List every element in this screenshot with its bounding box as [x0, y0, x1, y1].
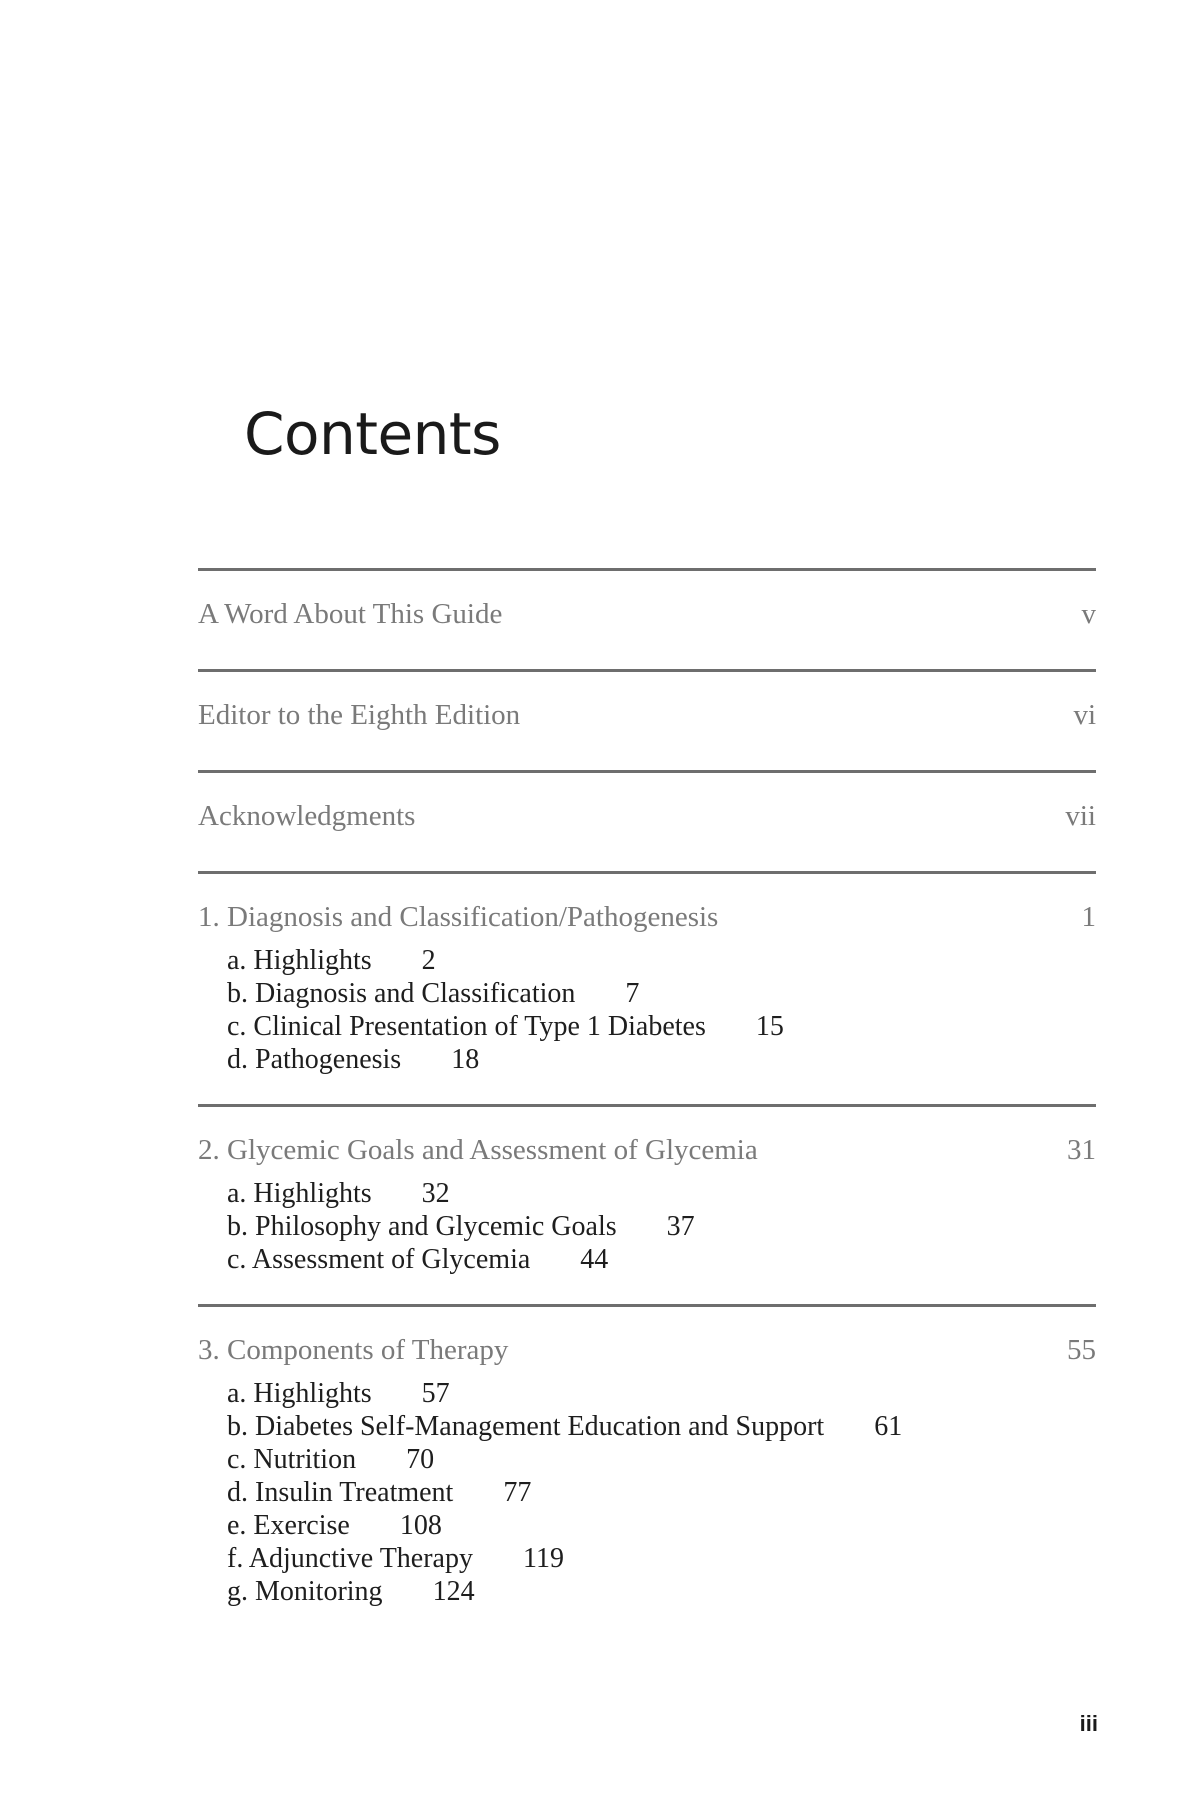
toc-subitem-label: d. Insulin Treatment	[227, 1477, 454, 1508]
toc-chapter-label: 2. Glycemic Goals and Assessment of Glycemia	[198, 1134, 758, 1166]
toc-entry[interactable]	[198, 698, 1096, 732]
table-of-contents	[198, 568, 1096, 1636]
toc-subitems	[198, 944, 1096, 1076]
toc-subitem-page: 18	[451, 1044, 480, 1075]
toc-subitem-label: c. Clinical Presentation of Type 1 Diabetes	[227, 1011, 706, 1042]
toc-subitem-label: c. Assessment of Glycemia	[227, 1244, 531, 1275]
toc-subitem[interactable]	[227, 1177, 1096, 1210]
toc-subitem-page: 57	[421, 1378, 450, 1409]
toc-section	[198, 669, 1096, 770]
toc-subitem-label: c. Nutrition	[227, 1444, 357, 1475]
toc-entry-label: Editor to the Eighth Edition	[198, 699, 521, 731]
toc-subitem-page: 2	[421, 945, 436, 976]
page-title: Contents	[244, 400, 501, 468]
toc-section	[198, 568, 1096, 669]
toc-subitem[interactable]	[227, 1010, 1096, 1043]
toc-chapter-page: 1	[1081, 901, 1096, 933]
toc-subitem-label: b. Diagnosis and Classification	[227, 978, 576, 1009]
toc-subitems	[198, 1177, 1096, 1276]
toc-subitem-page: 44	[580, 1244, 609, 1275]
toc-subitem-page: 108	[399, 1510, 442, 1541]
toc-chapter-label: 1. Diagnosis and Classification/Pathogenesis	[198, 901, 719, 933]
toc-subitem-label: a. Highlights	[227, 945, 372, 976]
toc-entry-page: vi	[1073, 699, 1096, 731]
toc-subitem-page: 70	[406, 1444, 435, 1475]
toc-entry[interactable]	[198, 597, 1096, 631]
toc-subitem[interactable]	[227, 944, 1096, 977]
toc-chapter-heading[interactable]	[198, 1333, 1096, 1367]
toc-subitem-label: g. Monitoring	[227, 1576, 383, 1607]
toc-subitem-label: b. Philosophy and Glycemic Goals	[227, 1211, 617, 1242]
toc-subitem-page: 15	[755, 1011, 784, 1042]
toc-entry-page: vii	[1065, 800, 1096, 832]
toc-subitem-label: f. Adjunctive Therapy	[227, 1543, 473, 1574]
toc-subitem[interactable]	[227, 1410, 1096, 1443]
toc-subitem-page: 37	[666, 1211, 695, 1242]
toc-entry-label: Acknowledgments	[198, 800, 416, 832]
toc-subitem-page: 32	[421, 1178, 450, 1209]
toc-chapter-page: 55	[1067, 1334, 1096, 1366]
toc-subitem-label: a. Highlights	[227, 1178, 372, 1209]
toc-subitem[interactable]	[227, 1377, 1096, 1410]
toc-chapter-1	[198, 871, 1096, 1104]
toc-subitem-page: 124	[432, 1576, 475, 1607]
page-number: iii	[1079, 1711, 1098, 1736]
toc-subitem[interactable]	[227, 1542, 1096, 1575]
toc-subitem[interactable]	[227, 1575, 1096, 1608]
toc-subitem[interactable]	[227, 1210, 1096, 1243]
toc-entry[interactable]	[198, 799, 1096, 833]
toc-subitem[interactable]	[227, 1476, 1096, 1509]
toc-section	[198, 770, 1096, 871]
toc-subitem[interactable]	[227, 1443, 1096, 1476]
toc-subitem-label: b. Diabetes Self-Management Education and Support	[227, 1411, 825, 1442]
toc-subitem[interactable]	[227, 1243, 1096, 1276]
toc-chapter-page: 31	[1067, 1134, 1096, 1166]
toc-chapter-3	[198, 1304, 1096, 1636]
toc-subitem-page: 77	[503, 1477, 532, 1508]
toc-subitem-label: e. Exercise	[227, 1510, 350, 1541]
toc-entry-label: A Word About This Guide	[198, 598, 503, 630]
toc-subitem-label: a. Highlights	[227, 1378, 372, 1409]
toc-entry-page: v	[1081, 598, 1096, 630]
toc-chapter-2	[198, 1104, 1096, 1304]
toc-subitem-page: 7	[625, 978, 640, 1009]
toc-subitem-page: 119	[522, 1543, 564, 1574]
toc-chapter-label: 3. Components of Therapy	[198, 1334, 509, 1366]
toc-chapter-heading[interactable]	[198, 900, 1096, 934]
toc-subitem[interactable]	[227, 1509, 1096, 1542]
toc-subitem-page: 61	[874, 1411, 903, 1442]
toc-subitem[interactable]	[227, 1043, 1096, 1076]
toc-subitem[interactable]	[227, 977, 1096, 1010]
toc-subitems	[198, 1377, 1096, 1608]
toc-subitem-label: d. Pathogenesis	[227, 1044, 402, 1075]
toc-chapter-heading[interactable]	[198, 1133, 1096, 1167]
